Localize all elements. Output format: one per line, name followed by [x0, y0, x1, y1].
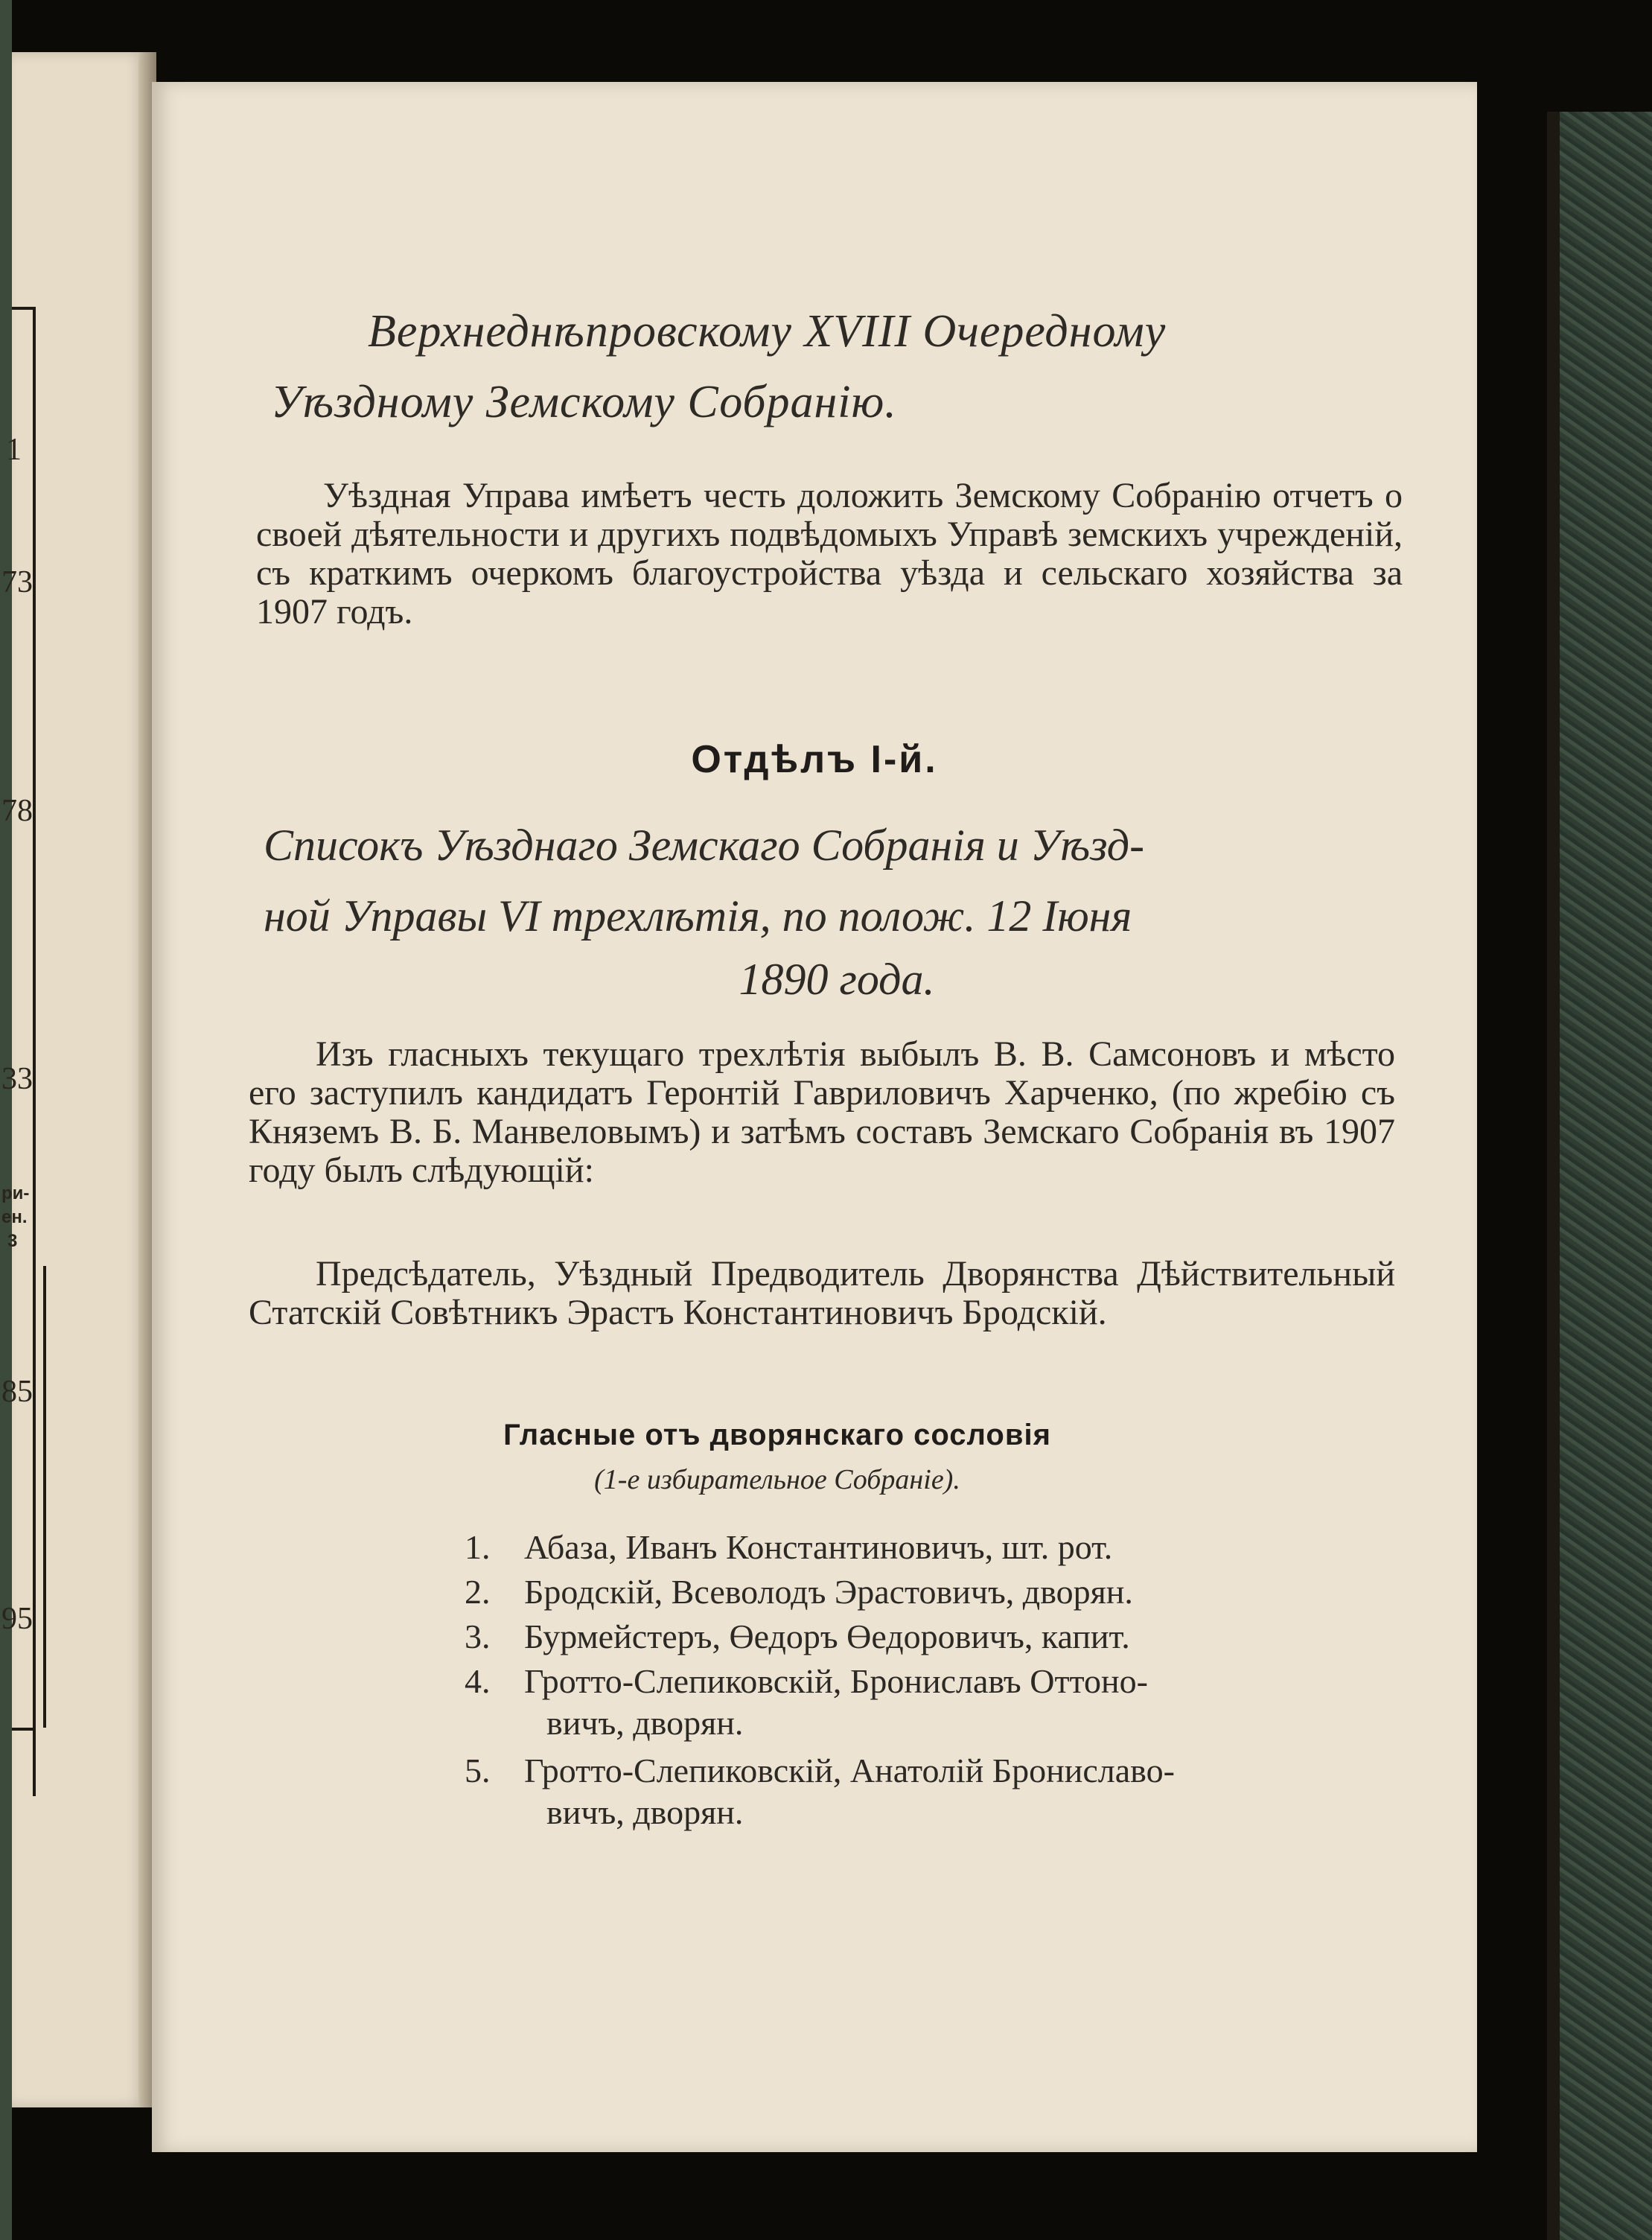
subheading: Гласные отъ дворянскаго сословія	[503, 1419, 1051, 1451]
item-continuation: вичъ, дворян.	[546, 1704, 744, 1742]
left-page-number: 33	[1, 1062, 33, 1096]
left-page-fragment: ен.	[1, 1207, 28, 1227]
table-rule	[33, 307, 36, 1796]
section-title: Отдѣлъ I-й.	[691, 738, 938, 781]
list-item	[465, 1661, 1380, 1744]
table-rule	[12, 307, 34, 310]
paragraph-composition: Изъ гласныхъ текущаго трехлѣтія выбылъ В. В. Самсоновъ и мѣсто его заступилъ кандидатъ Геронтій Гавриловичъ Харченко, (по жребію съ Княземъ В. Б. Манвеловымъ) и затѣмъ составъ Земскаго Собранія въ 1907 году былъ слѣдующій:	[249, 1034, 1395, 1190]
item-number: 3.	[465, 1617, 491, 1655]
heading-line-2: Уѣздному Земскому Собранію.	[271, 377, 897, 427]
document-page	[152, 82, 1477, 2152]
item-continuation: вичъ, дворян.	[546, 1793, 744, 1831]
item-text: Бурмейстеръ, Өедоръ Өедоровичъ, капит.	[524, 1617, 1130, 1655]
list-title-line-2: ной Управы VI трехлѣтія, по полож. 12 Іюня	[264, 891, 1132, 941]
list-item	[465, 1527, 1380, 1568]
left-page-number: 73	[1, 565, 33, 599]
list-title-line-1: Списокъ Уѣзднаго Земскаго Собранія и Уѣзд-	[264, 821, 1145, 870]
intro-paragraph: Уѣздная Управа имѣетъ честь доложить Земскому Собранію отчетъ о своей дѣятельности и другихъ подвѣдомыхъ Управѣ земскихъ учрежденій, съ краткимъ очеркомъ благоустройства уѣзда и сельскаго хозяйства за 1907 годъ.	[256, 476, 1403, 631]
table-rule	[12, 1728, 34, 1731]
list-item	[465, 1571, 1380, 1613]
table-rule	[43, 1266, 46, 1728]
paragraph-chairman: Предсѣдатель, Уѣздный Предводитель Дворянства Дѣйствительный Статскій Совѣтникъ Эрастъ Константиновичъ Бродскій.	[249, 1254, 1395, 1332]
item-text: Гротто-Слепиковскій, Анатолій Брониславо-	[524, 1751, 1175, 1789]
left-page-number: 78	[1, 794, 33, 828]
item-text: Гротто-Слепиковскій, Брониславъ Оттоно-	[524, 1662, 1148, 1700]
left-page-number: 85	[1, 1375, 33, 1409]
item-number: 1.	[465, 1528, 491, 1566]
item-number: 2.	[465, 1573, 491, 1611]
left-page-fragment: 3	[7, 1231, 18, 1251]
left-page-number: 95	[1, 1602, 33, 1636]
book-binding-right	[1560, 112, 1652, 2240]
item-text: Бродскій, Всеволодъ Эрастовичъ, дворян.	[524, 1573, 1133, 1611]
list-title-line-3: 1890 года.	[739, 955, 935, 1004]
item-number: 5.	[465, 1751, 491, 1789]
item-text: Абаза, Иванъ Константиновичъ, шт. рот.	[524, 1528, 1113, 1566]
list-item	[465, 1616, 1380, 1658]
list-item	[465, 1750, 1380, 1833]
subheading-note: (1-е избирательное Собраніе).	[594, 1464, 960, 1495]
left-page-number: 1	[6, 433, 22, 467]
book-binding-left	[0, 0, 12, 2240]
heading-line-1: Верхнеднѣпровскому XVIII Очередному	[368, 306, 1167, 357]
item-number: 4.	[465, 1662, 491, 1700]
left-page-fragment: ри-	[1, 1183, 30, 1203]
